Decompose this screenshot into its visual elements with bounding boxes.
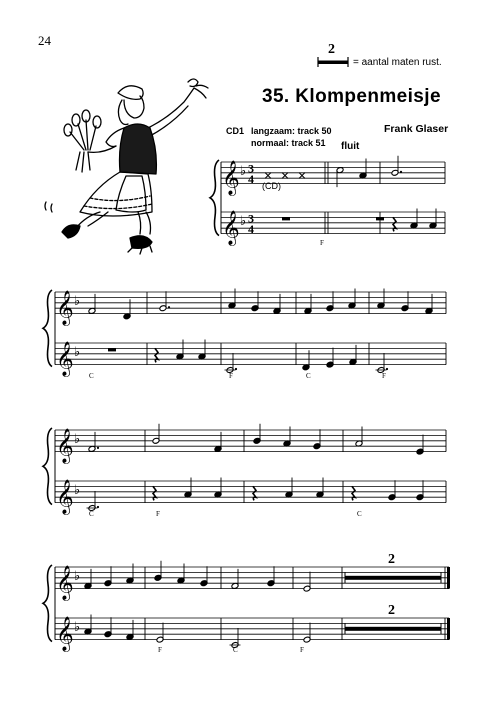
chord-label: F <box>300 646 304 654</box>
flat-icon: ♭ <box>74 344 81 360</box>
note-dot <box>97 447 99 449</box>
chord-label: C <box>306 372 311 380</box>
flat-icon: ♭ <box>240 213 247 229</box>
time-signature-bottom: 4 <box>248 222 254 237</box>
brace-icon <box>43 565 52 642</box>
x-notehead-icon <box>299 173 305 179</box>
legend-rest-number: 2 <box>328 42 335 57</box>
treble-clef-icon: 𝄞 <box>56 428 74 464</box>
note-dot <box>168 306 170 308</box>
quarter-rest-icon <box>253 486 256 500</box>
flat-icon: ♭ <box>74 568 81 584</box>
note-dot <box>400 171 402 173</box>
flat-icon: ♭ <box>74 293 81 309</box>
chord-label: F <box>158 646 162 654</box>
flat-icon: ♭ <box>74 619 81 635</box>
quarter-rest-icon <box>153 486 156 500</box>
flat-icon: ♭ <box>74 431 81 447</box>
instrument-label: fluit <box>341 141 360 152</box>
time-signature-top: 3 <box>248 211 254 226</box>
treble-clef-icon: 𝄞 <box>56 290 74 326</box>
chord-label: C <box>89 372 94 380</box>
time-signature-top: 3 <box>248 161 254 176</box>
treble-clef-icon: 𝄞 <box>56 479 74 515</box>
treble-clef-icon: 𝄞 <box>222 160 240 196</box>
final-barline <box>447 618 450 640</box>
chord-label: C <box>233 646 238 654</box>
song-title: 35. Klompenmeisje <box>262 86 441 107</box>
final-barline <box>447 567 450 589</box>
treble-clef-icon: 𝄞 <box>56 616 74 652</box>
cd-marker: (CD) <box>262 181 281 191</box>
chord-label-F: F <box>320 239 324 247</box>
brace-icon <box>43 290 52 367</box>
treble-clef-icon: 𝄞 <box>56 565 74 601</box>
legend-text: = aantal maten rust. <box>353 57 442 68</box>
page-number: 24 <box>38 33 51 48</box>
brace-icon <box>43 428 52 505</box>
chord-label: F <box>156 510 160 518</box>
quarter-rest-icon <box>155 348 158 362</box>
quarter-rest-icon <box>393 217 396 231</box>
quarter-rest-icon <box>352 486 355 500</box>
chord-label: F <box>382 372 386 380</box>
chord-label: C <box>357 510 362 518</box>
flat-icon: ♭ <box>74 482 81 498</box>
time-signature-bottom: 4 <box>248 172 254 187</box>
multi-rest-bar <box>345 627 441 631</box>
cd-label: CD1 <box>226 126 245 136</box>
multi-rest-count: 2 <box>388 603 395 618</box>
chord-label: F <box>229 372 233 380</box>
multi-rest-count: 2 <box>388 552 395 567</box>
whole-rest-icon <box>108 348 116 351</box>
chord-label: C <box>89 510 94 518</box>
x-notehead-icon <box>265 173 271 179</box>
brace-icon <box>210 160 219 236</box>
cd-track-normal: normaal: track 51 <box>251 138 326 148</box>
flat-icon: ♭ <box>240 163 247 179</box>
x-notehead-icon <box>282 173 288 179</box>
cd-track-slow: langzaam: track 50 <box>251 126 332 136</box>
multi-rest-bar <box>345 576 441 580</box>
composer: Frank Glaser <box>384 123 449 135</box>
treble-clef-icon: 𝄞 <box>56 341 74 377</box>
treble-clef-icon: 𝄞 <box>222 210 240 246</box>
whole-rest-icon <box>282 217 290 220</box>
